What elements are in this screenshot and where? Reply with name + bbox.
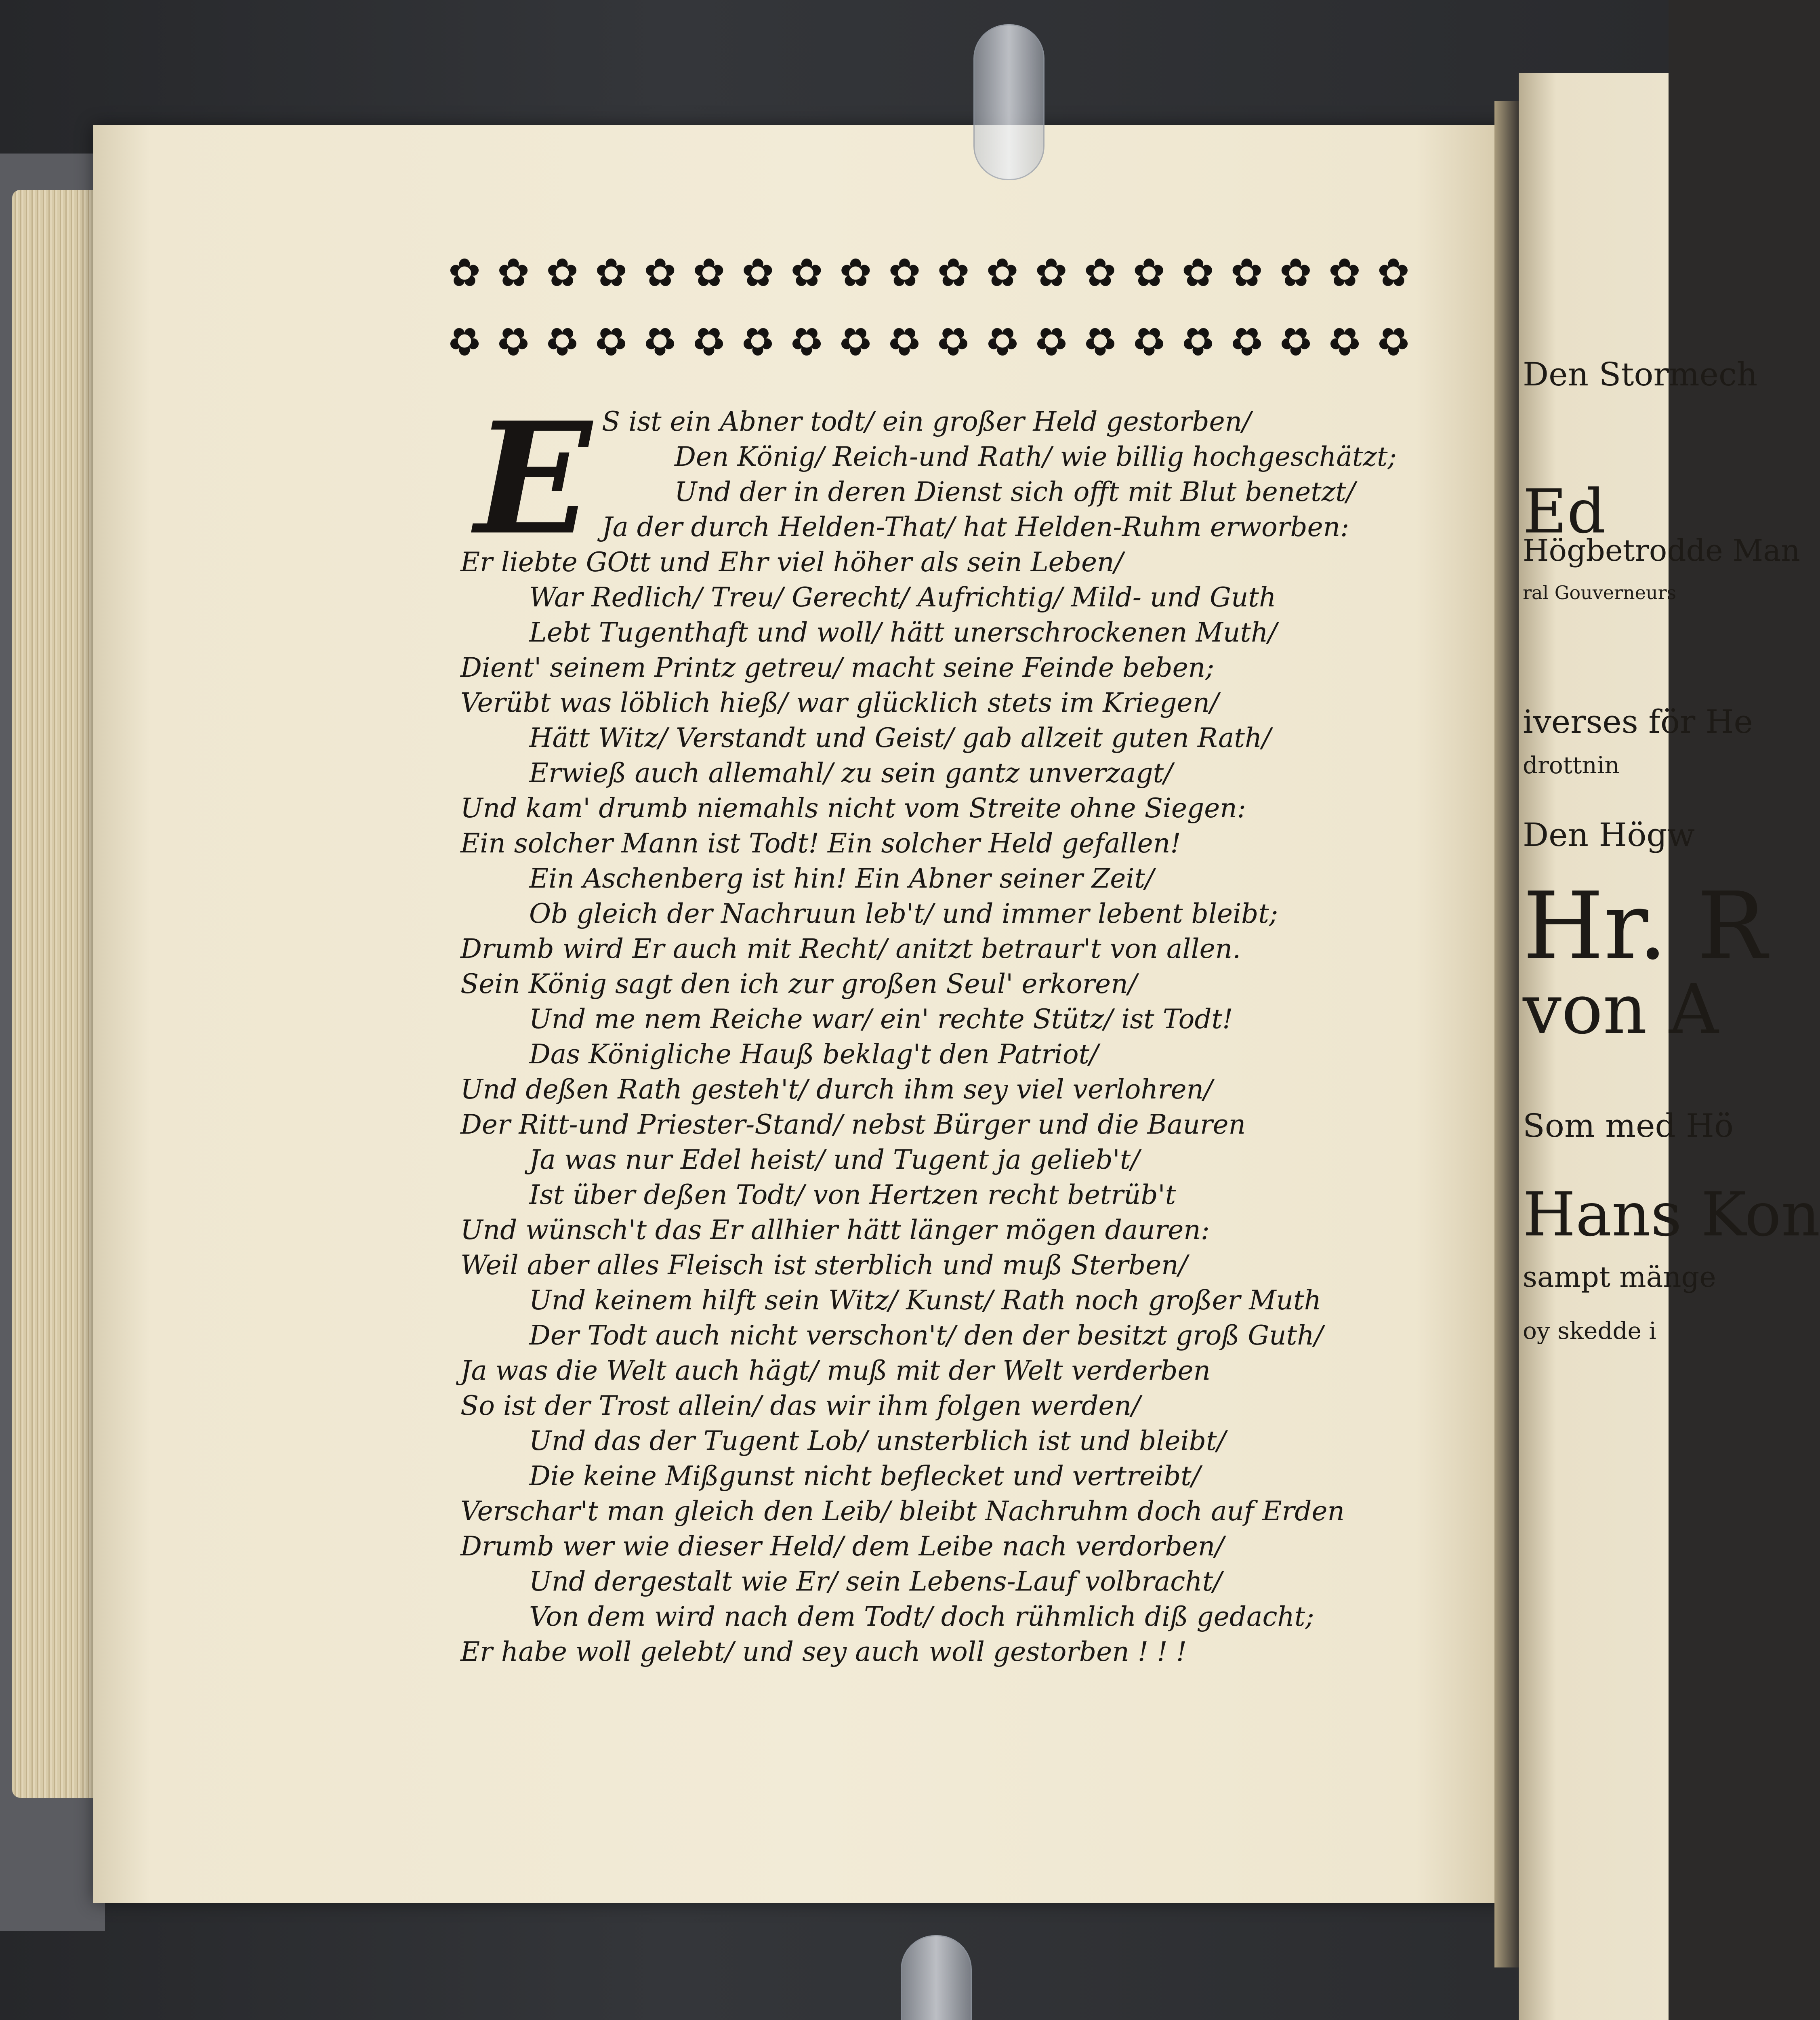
facing-page-fragment: drottnin: [1523, 751, 1620, 779]
ornament-flower-icon: ✿: [742, 319, 774, 364]
ornament-flower-icon: ✿: [1035, 319, 1068, 364]
ornament-flower-icon: ✿: [1133, 250, 1165, 295]
page-edges: [12, 190, 105, 1798]
poem-line: Und keinem hilft sein Witz/ Kunst/ Rath noch großer Muth: [529, 1285, 1322, 1316]
poem-line: Der Todt auch nicht verschon't/ den der besitzt groß Guth/: [529, 1320, 1323, 1351]
poem-line: Und me nem Reiche war/ ein' rechte Stütz/ ist Todt!: [529, 1004, 1233, 1035]
poem-line: Und kam' drumb niemahls nicht vom Streite ohne Siegen:: [460, 793, 1246, 824]
ornament-flower-icon: ✿: [643, 319, 677, 364]
poem-line: Und wünsch't das Er allhier hätt länger mögen dauren:: [460, 1214, 1210, 1246]
poem-line: Das Königliche Hauß beklag't den Patriot/: [529, 1039, 1099, 1070]
ornament-flower-icon: ✿: [1133, 319, 1165, 364]
poem-text: [460, 404, 1397, 1669]
ornament-flower-icon: ✿: [986, 319, 1019, 364]
ornament-flower-icon: ✿: [448, 250, 481, 295]
poem-line: S ist ein Abner todt/ ein großer Held gestorben/: [602, 406, 1251, 437]
ornament-flower-icon: ✿: [790, 319, 823, 364]
ornament-flower-icon: ✿: [546, 319, 579, 364]
ornament-flower-icon: ✿: [693, 319, 725, 364]
poem-line: Ja was die Welt auch hägt/ muß mit der Welt verderben: [460, 1355, 1211, 1386]
poem-line: War Redlich/ Treu/ Gerecht/ Aufrichtig/ Mild- und Guth: [529, 582, 1276, 613]
ornament-flower-icon: ✿: [448, 319, 481, 364]
poem-line: Und dergestalt wie Er/ sein Lebens-Lauf volbracht/: [529, 1566, 1222, 1597]
facing-page-fragment: Den Stormech: [1523, 356, 1758, 393]
poem-line: Sein König sagt den ich zur großen Seul' erkoren/: [460, 968, 1137, 999]
facing-page-fragment: Den Högw: [1523, 816, 1695, 854]
ornament-flower-icon: ✿: [1230, 250, 1263, 295]
facing-page-fragment: ral Gouverneurs: [1523, 582, 1677, 604]
poem-line: Der Ritt-und Priester-Stand/ nebst Bürger und die Bauren: [460, 1109, 1246, 1140]
ornament-flower-icon: ✿: [595, 250, 628, 295]
ornament-flower-icon: ✿: [1230, 319, 1263, 364]
ornament-flower-icon: ✿: [986, 250, 1019, 295]
facing-page-fragment: Som med Hö: [1523, 1107, 1734, 1145]
ornament-flower-icon: ✿: [497, 319, 530, 364]
ornament-flower-icon: ✿: [1377, 250, 1410, 295]
ornament-row-top: [444, 246, 1414, 299]
ornament-flower-icon: ✿: [1084, 250, 1116, 295]
ornament-flower-icon: ✿: [790, 250, 823, 295]
ornament-flower-icon: ✿: [595, 319, 628, 364]
poem-line: Erwieß auch allemahl/ zu sein gantz unverzagt/: [529, 758, 1173, 789]
ornament-header: [444, 246, 1414, 376]
poem-line: Ein solcher Mann ist Todt! Ein solcher Held gefallen!: [460, 828, 1181, 859]
facing-page-fragment: oy skedde i: [1523, 1317, 1656, 1345]
ornament-flower-icon: ✿: [1181, 250, 1214, 295]
poem-line: Dient' seinem Printz getreu/ macht seine Feinde beben;: [460, 652, 1215, 683]
facing-page-fragment: von A: [1523, 970, 1719, 1050]
page-clip-top: [973, 24, 1045, 180]
poem-line: Von dem wird nach dem Todt/ doch rühmlich diß gedacht;: [529, 1601, 1314, 1632]
poem-line: Verschar't man gleich den Leib/ bleibt Nachruhm doch auf Erden: [460, 1496, 1345, 1527]
facing-page-fragment: Ed: [1523, 477, 1606, 547]
poem-line: Und das der Tugent Lob/ unsterblich ist und bleibt/: [529, 1425, 1226, 1456]
ornament-flower-icon: ✿: [546, 250, 579, 295]
facing-page-fragment: Hr. R: [1523, 873, 1767, 981]
ornament-flower-icon: ✿: [839, 319, 872, 364]
page-clip-bottom: [901, 1935, 972, 2020]
poem-line: Ist über deßen Todt/ von Hertzen recht betrüb't: [529, 1179, 1176, 1210]
ornament-flower-icon: ✿: [937, 250, 970, 295]
facing-page-fragment: Hans Kon: [1523, 1180, 1820, 1250]
ornament-flower-icon: ✿: [643, 250, 677, 295]
poem-line: Hätt Witz/ Verstandt und Geist/ gab allzeit guten Rath/: [529, 722, 1271, 753]
ornament-flower-icon: ✿: [742, 250, 774, 295]
ornament-flower-icon: ✿: [888, 319, 921, 364]
poem-line: Verübt was löblich hieß/ war glücklich stets im Kriegen/: [460, 687, 1219, 718]
ornament-row-bottom: [444, 315, 1414, 368]
poem-line: Drumb wird Er auch mit Recht/ anitzt betraur't von allen.: [460, 933, 1241, 964]
facing-page: [1519, 73, 1820, 2020]
ornament-flower-icon: ✿: [1084, 319, 1116, 364]
poem-line: Weil aber alles Fleisch ist sterblich und muß Sterben/: [460, 1250, 1187, 1281]
poem-line: Ob gleich der Nachruun leb't/ und immer lebent bleibt;: [529, 898, 1278, 929]
ornament-flower-icon: ✿: [693, 250, 725, 295]
ornament-flower-icon: ✿: [888, 250, 921, 295]
ornament-flower-icon: ✿: [937, 319, 970, 364]
poem-line: Er habe woll gelebt/ und sey auch woll gestorben ! ! !: [460, 1636, 1187, 1667]
poem-line: Den König/ Reich-und Rath/ wie billig hochgeschätzt;: [675, 441, 1397, 472]
ornament-flower-icon: ✿: [1279, 250, 1312, 295]
poem-line: Ja was nur Edel heist/ und Tugent ja gelieb't/: [529, 1144, 1140, 1175]
ornament-flower-icon: ✿: [1181, 319, 1214, 364]
poem-line: Ja der durch Helden-That/ hat Helden-Ruhm erworben:: [602, 511, 1349, 543]
facing-page-fragment: iverses för He: [1523, 703, 1753, 741]
facing-page-fragment: Högbetrodde Man: [1523, 533, 1800, 568]
ornament-flower-icon: ✿: [1328, 319, 1361, 364]
poem-line: So ist der Trost allein/ das wir ihm folgen werden/: [460, 1390, 1141, 1421]
ornament-flower-icon: ✿: [1035, 250, 1068, 295]
facing-page-fragment: sampt mänge: [1523, 1260, 1716, 1294]
poem-line: Er liebte GOtt und Ehr viel höher als sein Leben/: [460, 547, 1123, 578]
poem-line: Und deßen Rath gesteh't/ durch ihm sey viel verlohren/: [460, 1074, 1213, 1105]
ornament-flower-icon: ✿: [1377, 319, 1410, 364]
drop-cap-initial: E: [475, 388, 592, 569]
ornament-flower-icon: ✿: [839, 250, 872, 295]
poem-line: Drumb wer wie dieser Held/ dem Leibe nach verdorben/: [460, 1531, 1224, 1562]
ornament-flower-icon: ✿: [1279, 319, 1312, 364]
ornament-flower-icon: ✿: [1328, 250, 1361, 295]
poem-line: Und der in deren Dienst sich offt mit Blut benetzt/: [675, 476, 1356, 507]
ornament-flower-icon: ✿: [497, 250, 530, 295]
poem-line: Die keine Mißgunst nicht beflecket und vertreibt/: [529, 1460, 1201, 1492]
poem-line: Lebt Tugenthaft und woll/ hätt unerschrockenen Muth/: [529, 617, 1277, 648]
poem-line: Ein Aschenberg ist hin! Ein Abner seiner Zeit/: [529, 863, 1154, 894]
